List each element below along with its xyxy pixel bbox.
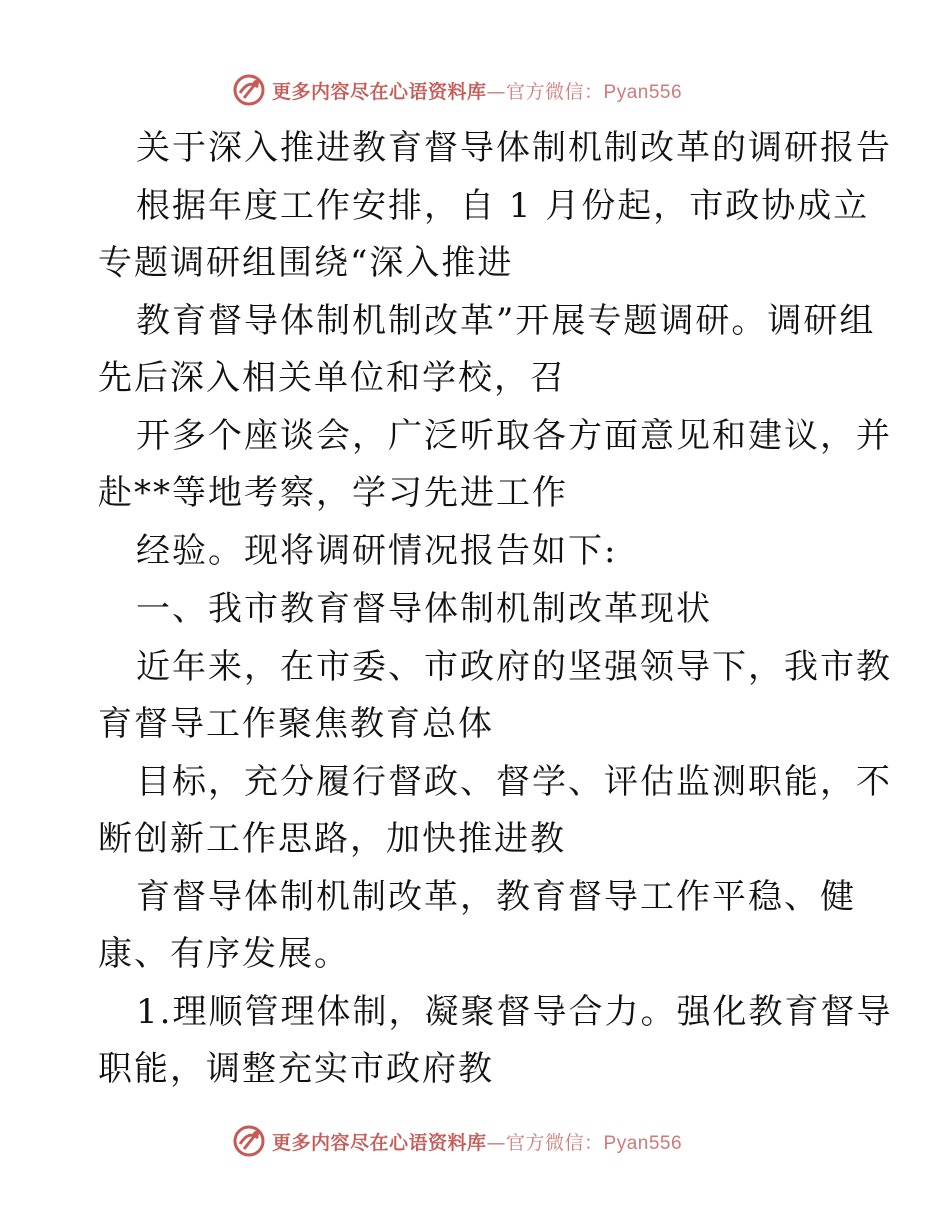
paragraph-line: 教育督导体制机制改革”开展专题调研。调研组 bbox=[136, 301, 876, 341]
section-heading: 一、我市教育督导体制机制改革现状 bbox=[136, 589, 712, 629]
footer-watermark bbox=[232, 1123, 682, 1159]
watermark-official: 官方微信： bbox=[506, 80, 604, 103]
paragraph-line: 康、有序发展。 bbox=[98, 934, 350, 974]
watermark-brand: 更多内容尽在心语资料库 bbox=[272, 80, 487, 103]
subsection-heading: 1.理顺管理体制，凝聚督导合力。强化教育督导 bbox=[136, 992, 893, 1032]
paragraph-line: 根据年度工作安排，自 1 月份起，市政协成立 bbox=[136, 186, 870, 226]
paragraph-line: 近年来，在市委、市政府的坚强领导下，我市教 bbox=[136, 647, 892, 687]
logo-icon bbox=[232, 1124, 266, 1158]
paragraph-line: 育督导体制机制改革，教育督导工作平稳、健 bbox=[136, 877, 856, 917]
watermark-separator: — bbox=[486, 80, 507, 103]
watermark-account: Pyan556 bbox=[603, 1132, 683, 1154]
document-title: 关于深入推进教育督导体制机制改革的调研报告 bbox=[136, 128, 892, 168]
paragraph-line: 育督导工作聚焦教育总体 bbox=[98, 704, 494, 744]
paragraph-line: 职能，调整充实市政府教 bbox=[98, 1049, 494, 1089]
watermark-separator: — bbox=[486, 1131, 507, 1154]
paragraph-line: 目标，充分履行督政、督学、评估监测职能，不 bbox=[136, 762, 892, 802]
logo-icon bbox=[232, 73, 266, 107]
watermark-account: Pyan556 bbox=[603, 81, 683, 103]
paragraph-line: 专题调研组围绕“深入推进 bbox=[98, 243, 514, 283]
paragraph-line: 经验。现将调研情况报告如下: bbox=[136, 531, 618, 571]
paragraph-line: 断创新工作思路，加快推进教 bbox=[98, 819, 566, 859]
paragraph-line: 开多个座谈会，广泛听取各方面意见和建议，并 bbox=[136, 416, 892, 456]
watermark-brand: 更多内容尽在心语资料库 bbox=[272, 1131, 487, 1154]
paragraph-line: 赴**等地考察，学习先进工作 bbox=[98, 473, 568, 513]
paragraph-line: 先后深入相关单位和学校，召 bbox=[98, 358, 566, 398]
header-watermark bbox=[232, 72, 682, 108]
watermark-official: 官方微信： bbox=[506, 1131, 604, 1154]
